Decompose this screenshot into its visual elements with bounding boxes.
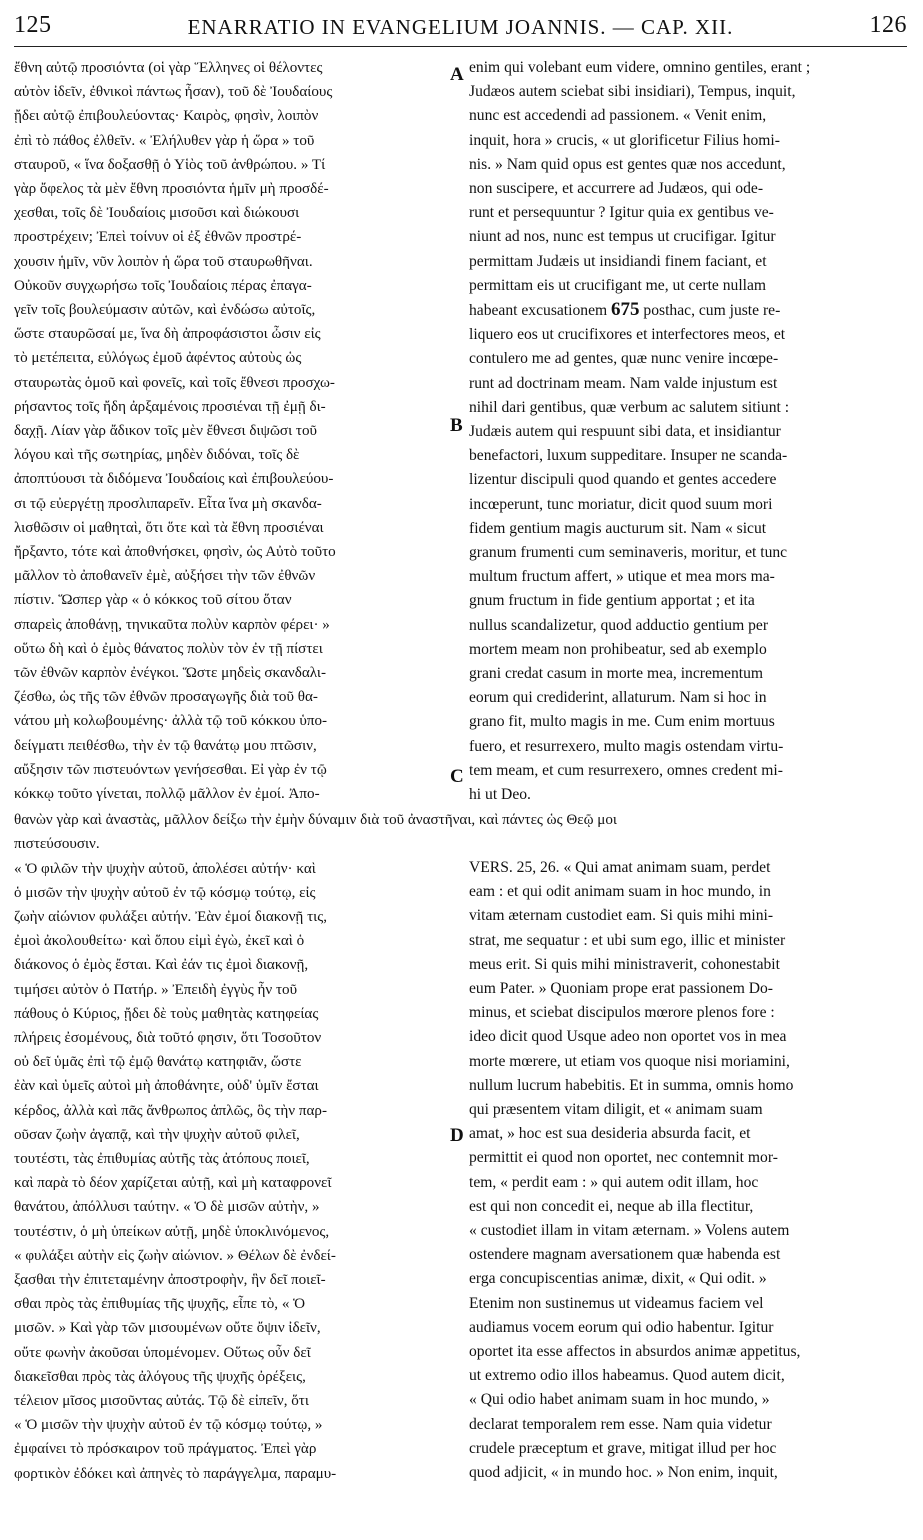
running-title: ENARRATIO IN EVANGELIUM JOANNIS. — CAP. XII. bbox=[187, 15, 734, 39]
latin-text-line: nunc est accedendi ad passionem. « Venit enim, bbox=[469, 107, 767, 125]
greek-text-bottom bbox=[14, 832, 446, 1485]
running-header bbox=[14, 6, 907, 47]
greek-text-line: οῦσαν ζωὴν ἀγαπᾷ, καὶ τὴν ψυχὴν αὐτοῦ φιλεῖ, bbox=[14, 1126, 300, 1143]
latin-text-line: habeant excusationem 675 posthac, cum juste re- bbox=[469, 299, 781, 321]
greek-text-line: πάθους ὁ Κύριος, ᾔδει δὲ τοὺς μαθητὰς κατηφείας bbox=[14, 1005, 319, 1022]
latin-text-line: « Qui odio habet animam suam in hoc mundo, » bbox=[469, 1391, 770, 1409]
greek-text-line: σταυρωτὰς ὁμοῦ καὶ φονεῖς, καὶ τοῖς ἔθνεσι προσχω- bbox=[14, 374, 335, 391]
margin-letter-d: D bbox=[450, 1125, 464, 1146]
greek-text-line: κέρδος, ἀλλὰ καὶ πᾶς ἄνθρωπος ἁπλῶς, ὃς τὴν παρ- bbox=[14, 1102, 327, 1119]
latin-text-line: declarat temporalem rem esse. Nam quia videtur bbox=[469, 1415, 772, 1433]
greek-text-line: « Ὁ φιλῶν τὴν ψυχὴν αὐτοῦ, ἀπολέσει αὐτήν· καὶ bbox=[14, 860, 316, 877]
latin-text-line: enim qui volebant eum videre, omnino gentiles, erant ; bbox=[469, 59, 811, 76]
greek-text-line: τὸ μετέπειτα, εὐλόγως ἐμοῦ ἀφέντος αὐτοὺς ὡς bbox=[14, 350, 302, 367]
latin-text-line: est qui non concedit ei, neque ab illa flectitur, bbox=[469, 1197, 754, 1215]
greek-text-line: οὕτω δὴ καὶ ὁ ἐμὸς θάνατος πολὺν τὸν ἐν τῇ πίστει bbox=[14, 640, 323, 657]
margin-letter-c: C bbox=[450, 766, 464, 787]
latin-text-line: crudele præceptum et grave, mitigat illud per hoc bbox=[469, 1439, 777, 1457]
latin-text-line: runt et persequuntur ? Igitur quia ex gentibus ve- bbox=[469, 204, 774, 222]
greek-text-line: λόγου καὶ τῆς σωτηρίας, μηδὲν διδόναι, τοῖς δὲ bbox=[14, 447, 300, 464]
latin-column-lower bbox=[469, 856, 909, 1485]
latin-text-line: hi ut Deo. bbox=[469, 786, 531, 804]
greek-text-line: ὥστε σταυρῶσαί με, ἵνα δὴ ἀπροφάσιστοι ὦσιν εἰς bbox=[14, 326, 321, 343]
greek-span-line: θανὼν γὰρ καὶ ἀναστὰς, μᾶλλον δείξω τὴν ἐμὴν δύναμιν διὰ τοῦ ἀναστῆναι, καὶ πάντες ὡς Θεῷ μοι bbox=[14, 812, 617, 828]
greek-text-line: διακεῖσθαι πρὸς τὰς ἀλόγους τῆς ψυχῆς ὀρέξεις, bbox=[14, 1368, 306, 1385]
greek-text-line: νάτου μὴ κολωβουμένης· ἀλλὰ τῷ τοῦ κόκκου ὑπο- bbox=[14, 713, 328, 730]
greek-text-line: τῶν ἐθνῶν καρπὸν ἐνέγκοι. Ὥστε μηδεὶς σκανδαλι- bbox=[14, 665, 326, 682]
latin-text-line: oportet ita esse affectos in absurdos animæ appetitus, bbox=[469, 1343, 801, 1361]
greek-text-line: ὁ μισῶν τὴν ψυχὴν αὐτοῦ ἐν τῷ κόσμῳ τούτῳ, εἰς bbox=[14, 884, 316, 901]
greek-text-line: χουσιν ἡμῖν, νῦν λοιπὸν ἡ ὥρα τοῦ σταυρωθῆναι. bbox=[14, 253, 313, 270]
latin-text-line: VERS. 25, 26. « Qui amat animam suam, perdet bbox=[469, 859, 771, 876]
latin-text-line: erga concupiscentias animæ, dixit, « Qui odit. » bbox=[469, 1270, 767, 1288]
greek-text-line: πλήρεις ἐσομένους, διὰ τοῦτό φησιν, ὅτι Τοσοῦτον bbox=[14, 1029, 322, 1046]
latin-text-line: contulero me ad gentes, quæ nunc venire incœpe- bbox=[469, 350, 779, 368]
greek-text-line: καὶ παρὰ τὸ δέον χαρίζεται αὐτῇ, καὶ μὴ καταφρονεῖ bbox=[14, 1175, 332, 1192]
latin-text-line: meus erit. Si quis mihi ministraverit, cohonestabit bbox=[469, 955, 780, 973]
greek-text-line: σπαρεὶς ἀποθάνῃ, τηνικαῦτα πολὺν καρπὸν φέρει· » bbox=[14, 616, 330, 633]
greek-text-line: αὔξησιν τῶν πιστευόντων γενήσεσθαι. Εἰ γὰρ ἐν τῷ bbox=[14, 761, 327, 778]
greek-text-line: θανάτου, ἀπόλλυσι ταύτην. « Ὁ δὲ μισῶν αὐτὴν, » bbox=[14, 1199, 320, 1216]
greek-text-line: οὔτε φωνὴν ἀκοῦσαι ὑπομένομεν. Οὕτως οὖν δεῖ bbox=[14, 1344, 311, 1361]
greek-text-line: ζωὴν αἰώνιον φυλάξει αὐτήν. Ἐὰν ἐμοί διακονῇ τις, bbox=[14, 908, 327, 925]
latin-text-line: grano fit, multo magis in me. Cum enim mortuus bbox=[469, 713, 775, 731]
greek-text-line: μισῶν. » Καὶ γὰρ τῶν μισουμένων οὔτε ὄψιν ἰδεῖν, bbox=[14, 1320, 321, 1337]
greek-text-line: ἤρξαντο, τότε καὶ ἀποθνήσκει, φησὶν, ὡς Αὐτὸ τοῦτο bbox=[14, 544, 336, 561]
latin-text-line: tem, « perdit eam : » qui autem odit illam, hoc bbox=[469, 1173, 759, 1191]
latin-text-line: niunt ad nos, nunc est tempus ut crucifigar. Igitur bbox=[469, 228, 776, 246]
latin-text-line: ut extremo odio illos habeamus. Quod autem dicit, bbox=[469, 1367, 785, 1385]
latin-text-line: « custodiet illam in vitam æternam. » Volens autem bbox=[469, 1222, 790, 1240]
greek-text-line: ἐπὶ τὸ πάθος ἐλθεῖν. « Ἐλήλυθεν γὰρ ἡ ὥρα » τοῦ bbox=[14, 132, 315, 149]
latin-text-line: eam : et qui odit animam suam in hoc mundo, in bbox=[469, 883, 771, 901]
greek-text-line: τουτέστιν, ὁ μὴ ὑπείκων αὐτῇ, μηδὲ ὑποκλινόμενος, bbox=[14, 1223, 330, 1240]
latin-text-line: qui præsentem vitam diligit, et « animam suam bbox=[469, 1101, 763, 1119]
latin-text-line: minus, et sciebat discipulos mœrore plenos fore : bbox=[469, 1004, 775, 1022]
latin-text-line: permittam eis ut crucifigant me, ut certe nullam bbox=[469, 276, 767, 294]
margin-letter-b: B bbox=[450, 415, 463, 436]
greek-text-line: οὐ δεῖ ὑμᾶς ἐπὶ τῷ ἐμῷ θανάτῳ κατηφιᾶν, ὥστε bbox=[14, 1054, 302, 1071]
latin-text-line: inquit, hora » crucis, « ut glorificetur Filius homi- bbox=[469, 131, 780, 149]
latin-text-line: amat, » hoc est sua desideria absurda facit, et bbox=[469, 1125, 751, 1143]
greek-text-line: δαχῇ. Λίαν γὰρ ἄδικον τοῖς μὲν ἔθνεσι διψῶσι τοῦ bbox=[14, 423, 317, 440]
latin-text-line: incœperunt, tunc moriatur, dicit quod suum mori bbox=[469, 495, 773, 513]
greek-text-line: « φυλάξει αὐτὴν εἰς ζωὴν αἰώνιον. » Θέλων δὲ ἐνδεί- bbox=[14, 1247, 336, 1264]
greek-text-line: « Ὁ μισῶν τὴν ψυχὴν αὐτοῦ ἐν τῷ κόσμῳ τούτῳ, » bbox=[14, 1417, 323, 1434]
latin-text-line: non suscipere, et accurrere ad Judæos, qui ode- bbox=[469, 180, 764, 198]
latin-text-line: mortem meam non prohibeatur, sed ab exemplo bbox=[469, 640, 767, 658]
greek-text-line: ἐὰν καὶ ὑμεῖς αὐτοὶ μὴ ἀποθάνητε, οὐδ' ὑμῖν ἔσται bbox=[14, 1078, 319, 1095]
latin-text-line: fuero, et resurrexero, multo magis ostendam virtu- bbox=[469, 737, 784, 755]
greek-text-line: ἔθνη αὐτῷ προσιόντα (οἱ γὰρ Ἕλληνες οἱ θέλοντες bbox=[14, 60, 323, 76]
greek-text-line: ἀποπτύουσι τὰ διδόμενα Ἰουδαίοις καὶ ἐπιβουλεύου- bbox=[14, 471, 334, 488]
latin-text-line: Judæos autem sciebat sibi insidiari), Tempus, inquit, bbox=[469, 83, 796, 101]
latin-text-line: runt ad doctrinam meam. Nam valde injustum est bbox=[469, 374, 778, 392]
latin-text-line: permittit ei quod non oportet, nec contemnit mor- bbox=[469, 1149, 778, 1167]
latin-text-line: quod adjicit, « in mundo hoc. » Non enim, inquit, bbox=[469, 1464, 778, 1482]
greek-text-line: πιστεύσουσιν. bbox=[14, 836, 100, 853]
latin-text-line: nullus scandalizetur, quod adductio gentium per bbox=[469, 616, 769, 634]
latin-text-line: vitam æternam custodiet eam. Si quis mihi mini- bbox=[469, 907, 774, 925]
latin-column bbox=[469, 56, 909, 807]
greek-text-line: μᾶλλον τὸ ἀποθανεῖν ἐμὲ, αὐξήσει τὴν τῶν ἐθνῶν bbox=[14, 568, 316, 585]
greek-text-line: σθαι πρὸς τὰς ἐπιθυμίας τῆς ψυχῆς, εἶπε τὸ, « Ὁ bbox=[14, 1296, 306, 1313]
greek-text-line: πίστιν. Ὥσπερ γὰρ « ὁ κόκκος τοῦ σίτου ὅταν bbox=[14, 592, 292, 609]
latin-text-line: granum frumenti cum seminaveris, moritur, et tunc bbox=[469, 544, 788, 562]
greek-text-line: φορτικὸν ἐδόκει καὶ ἀπηνὲς τὸ παράγγελμα, παραμυ- bbox=[14, 1465, 337, 1482]
latin-text-line: Judæis autem qui respuunt sibi data, et insidiantur bbox=[469, 423, 781, 441]
latin-text-line: grani credat casum in morte mea, incrementum bbox=[469, 665, 763, 683]
latin-text-top bbox=[469, 56, 909, 807]
greek-text-line: λισθῶσιν οἱ μαθηταὶ, ὅτι ὅτε καὶ τὰ ἔθνη προσιέναι bbox=[14, 519, 324, 536]
latin-text-line: strat, me sequatur : et ubi sum ego, illic et minister bbox=[469, 931, 786, 949]
greek-text-line: τουτέστι, τὰς ἐπιθυμίας αὐτῆς τὰς ἀτόπους ποιεῖ, bbox=[14, 1150, 310, 1167]
latin-text-line: ideo dicit quod Usque adeo non oportet vos in mea bbox=[469, 1028, 787, 1046]
page-number-left: 125 bbox=[14, 12, 52, 38]
greek-text-line: κόκκῳ τοῦτο γίνεται, πολλῷ μᾶλλον ἐν ἐμοί. Ἀπο- bbox=[14, 786, 320, 803]
latin-text-line: Etenim non sustinemus ut videamus faciem vel bbox=[469, 1294, 764, 1312]
greek-text-top bbox=[14, 56, 446, 806]
margin-letter-a: A bbox=[450, 64, 464, 85]
greek-text-line: χεσθαι, τοῖς δὲ Ἰουδαίοις μισοῦσι καὶ διώκουσι bbox=[14, 205, 300, 222]
latin-text-line: multum fructum affert, » utique et mea mors ma- bbox=[469, 568, 775, 586]
greek-text-line: προστρέχειν; Ἐπεὶ τοίνυν οἱ ἐξ ἐθνῶν προστρέ- bbox=[14, 229, 302, 246]
greek-text-line: σι τῷ εὐεργέτῃ προσλιπαρεῖν. Εἶτα ἵνα μὴ σκανδα- bbox=[14, 495, 322, 512]
column-page-marker: 675 bbox=[611, 299, 640, 321]
latin-text-line: audiamus vocem eorum qui odio habentur. Igitur bbox=[469, 1318, 774, 1336]
greek-column bbox=[14, 56, 446, 1486]
latin-text-line: tem meam, et cum resurrexero, omnes credent mi- bbox=[469, 761, 783, 779]
greek-text-line: ᾔδει αὐτῷ ἐπιβουλεύοντας· Καιρὸς, φησὶν, λοιπὸν bbox=[14, 108, 319, 125]
greek-text-line: ρήσαντος τοῖς ἤδη ἀρξαμένοις προσιέναι τῇ ἐμῇ δι- bbox=[14, 398, 326, 415]
latin-text-line: gnum fructum in fide gentium apportat ; et ita bbox=[469, 592, 755, 610]
latin-text-line: permittam Judæis ut insidiandi finem faciant, et bbox=[469, 252, 767, 270]
greek-text-line: δείγματι πειθέσθω, τὴν ἐν τῷ θανάτῳ μου πτῶσιν, bbox=[14, 737, 317, 754]
page-number-right: 126 bbox=[869, 12, 907, 38]
greek-text-line: ἐμοὶ ἀκολουθείτω· καὶ ὅπου εἰμὶ ἐγὼ, ἐκεῖ καὶ ὁ bbox=[14, 933, 305, 950]
latin-text-line: eorum qui crediderint, allaturum. Nam si hoc in bbox=[469, 689, 767, 707]
latin-text-line: nihil dari gentibus, quæ verbum ac salutem sitiunt : bbox=[469, 398, 790, 416]
latin-text-line: ostendere magnam aversationem quæ habenda est bbox=[469, 1246, 781, 1264]
latin-text-line: eum Pater. » Quoniam prope erat passionem Do- bbox=[469, 980, 774, 998]
greek-text-line: αὐτὸν ἰδεῖν, ἐθνικοὶ πάντως ἦσαν), τοῦ δὲ Ἰουδαίους bbox=[14, 84, 333, 101]
latin-text-line: benefactori, luxum suppeditare. Insuper ne scanda- bbox=[469, 447, 788, 465]
latin-text-line: morte mœrere, ut etiam vos quoque nisi moriamini, bbox=[469, 1052, 790, 1070]
greek-text-line: γὰρ ὄφελος τὰ μὲν ἔθνη προσιόντα ἡμῖν μὴ προσδέ- bbox=[14, 181, 329, 198]
greek-text-line: Οὐκοῦν συγχωρήσω τοῖς Ἰουδαίοις πέρας ἐπαγα- bbox=[14, 277, 312, 294]
greek-text-line: γεῖν τοῖς βουλεύμασιν αὐτῶν, καὶ ἐνδώσω αὐτοῖς, bbox=[14, 302, 316, 319]
greek-text-line: ζέσθω, ὡς τῆς τῶν ἐθνῶν προσαγωγῆς διὰ τοῦ θα- bbox=[14, 689, 318, 706]
latin-text-line: liquero eos ut crucifixores et interfectores meos, et bbox=[469, 326, 786, 344]
latin-text-bottom bbox=[469, 856, 909, 1485]
greek-text-line: τέλειον μῖσος μισοῦντας αὐτάς. Τῷ δὲ εἰπεῖν, ὅτι bbox=[14, 1392, 309, 1409]
latin-text-line: lizentur discipuli quod quando et gentes accedere bbox=[469, 471, 777, 489]
greek-text-line: διάκονος ὁ ἐμὸς ἔσται. Καὶ ἐάν τις ἐμοὶ διακονῇ, bbox=[14, 957, 309, 974]
latin-text-line: fidem gentium magis aucturum sit. Nam « sicut bbox=[469, 519, 767, 537]
greek-text-line: ξασθαι τὴν ἐπιτεταμένην ἀποστροφὴν, ἣν δεῖ ποιεῖ- bbox=[14, 1271, 326, 1288]
greek-text-line: σταυροῦ, « ἵνα δοξασθῇ ὁ Υἱὸς τοῦ ἀνθρώπου. » Τί bbox=[14, 156, 326, 173]
latin-text-line: nullum lucrum habebitis. Et in summa, omnis homo bbox=[469, 1076, 794, 1094]
greek-text-line: ἐμφαίνει τὸ πρόσκαιρον τοῦ πράγματος. Ἐπεὶ γὰρ bbox=[14, 1441, 317, 1458]
latin-text-line: nis. » Nam quid opus est gentes quæ nos accedunt, bbox=[469, 155, 786, 173]
greek-text-line: τιμήσει αὐτὸν ὁ Πατήρ. » Ἐπειδὴ ἐγγὺς ἦν τοῦ bbox=[14, 981, 298, 998]
